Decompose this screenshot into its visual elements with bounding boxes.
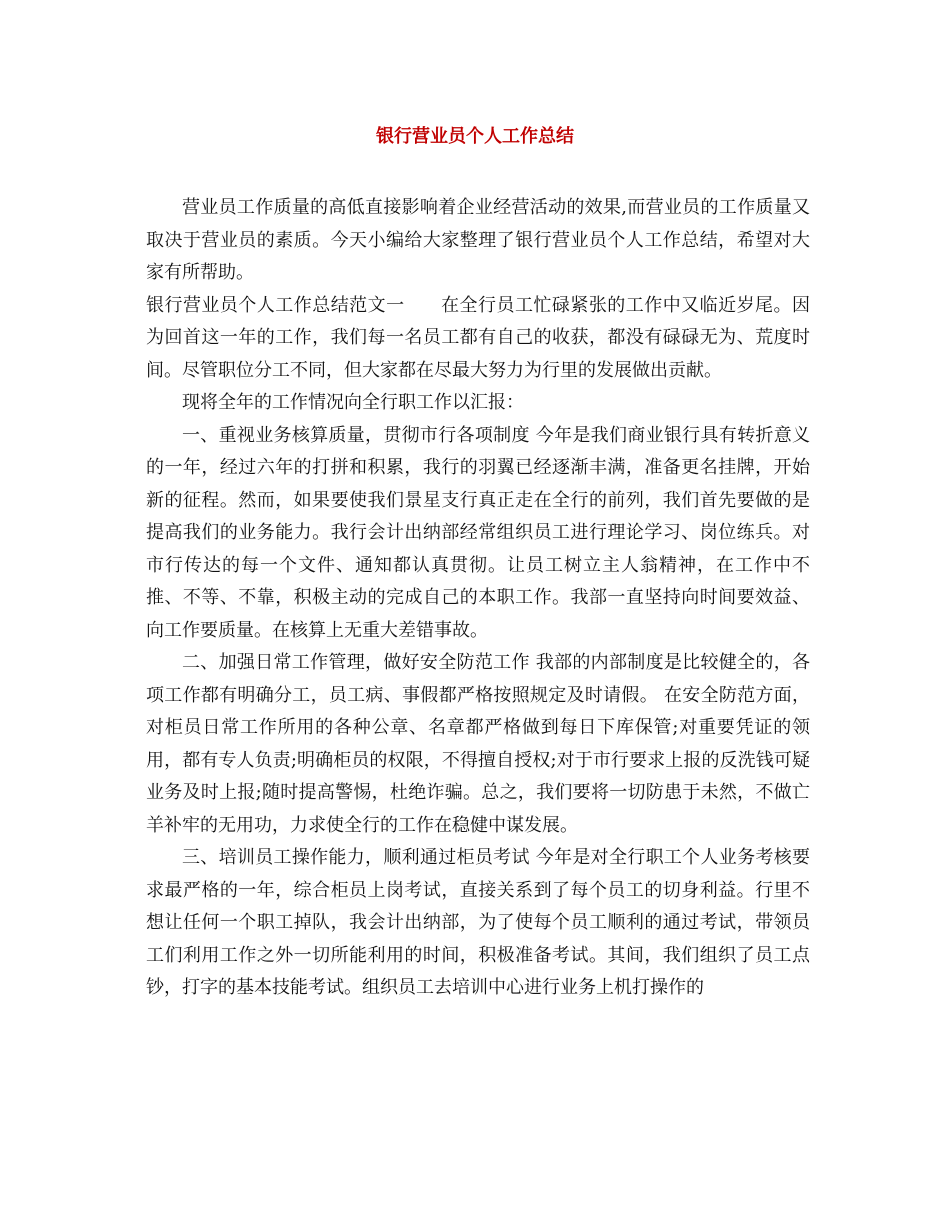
section-heading: 银行营业员个人工作总结范文一 bbox=[146, 294, 405, 316]
section-paragraph bbox=[146, 290, 810, 388]
intro-paragraph: 营业员工作质量的高低直接影响着企业经营活动的效果,而营业员的工作质量又取决于营业员的素质。今天小编给大家整理了银行营业员个人工作总结，希望对大家有所帮助。 bbox=[146, 197, 810, 283]
point-three-paragraph: 三、培训员工操作能力，顺利通过柜员考试 今年是对全行职工个人业务考核要求最严格的一年，综合柜员上岗考试，直接关系到了每个员工的切身利益。行里不想让任何一个职工掉队，我会计出纳部，为了使每个员工顺利的通过考试，带领员工们利用工作之外一切所能利用的时间，积极准备考试。其间，我们组织了员工点钞，打字的基本技能考试。组织员工去培训中心进行业务上机打操作的 bbox=[146, 847, 810, 998]
document-body bbox=[146, 192, 810, 1005]
point-two-paragraph: 二、加强日常工作管理，做好安全防范工作 我部的内部制度是比较健全的，各项工作都有明确分工，员工病、事假都严格按照规定及时请假。 在安全防范方面，对柜员日常工作所用的各种公章、名章都严格做到每日下库保管;对重要凭证的领用，都有专人负责;明确柜员的权限，不得擅自授权;对于市行要求上报的反洗钱可疑业务及时上报;随时提高警惕，杜绝诈骗。总之，我们要将一切防患于未然，不做亡羊补牢的无用功，力求使全行的工作在稳健中谋发展。 bbox=[146, 652, 810, 836]
report-lead-paragraph: 现将全年的工作情况向全行职工作以汇报： bbox=[182, 392, 524, 413]
section-intro-text: 在全行员工忙碌紧张的工作中又临近岁尾。因为回首这一年的工作，我们每一名员工都有自己的收获，都没有碌碌无为、荒度时间。尽管职位分工不同，但大家都在尽最大努力为行里的发展做出贡献。 bbox=[146, 294, 811, 381]
document-title: 银行营业员个人工作总结 bbox=[376, 126, 574, 147]
point-one-paragraph: 一、重视业务核算质量，贯彻市行各项制度 今年是我们商业银行具有转折意义的一年，经过六年的打拼和积累，我行的羽翼已经逐渐丰满，准备更名挂牌，开始新的征程。然而，如果要使我们景星支行真正走在全行的前列，我们首先要做的是提高我们的业务能力。我行会计出纳部经常组织员工进行理论学习、岗位练兵。对市行传达的每一个文件、通知都认真贯彻。让员工树立主人翁精神，在工作中不推、不等、不靠，积极主动的完成自己的本职工作。我部一直坚持向时间要效益、向工作要质量。在核算上无重大差错事故。 bbox=[146, 424, 810, 641]
